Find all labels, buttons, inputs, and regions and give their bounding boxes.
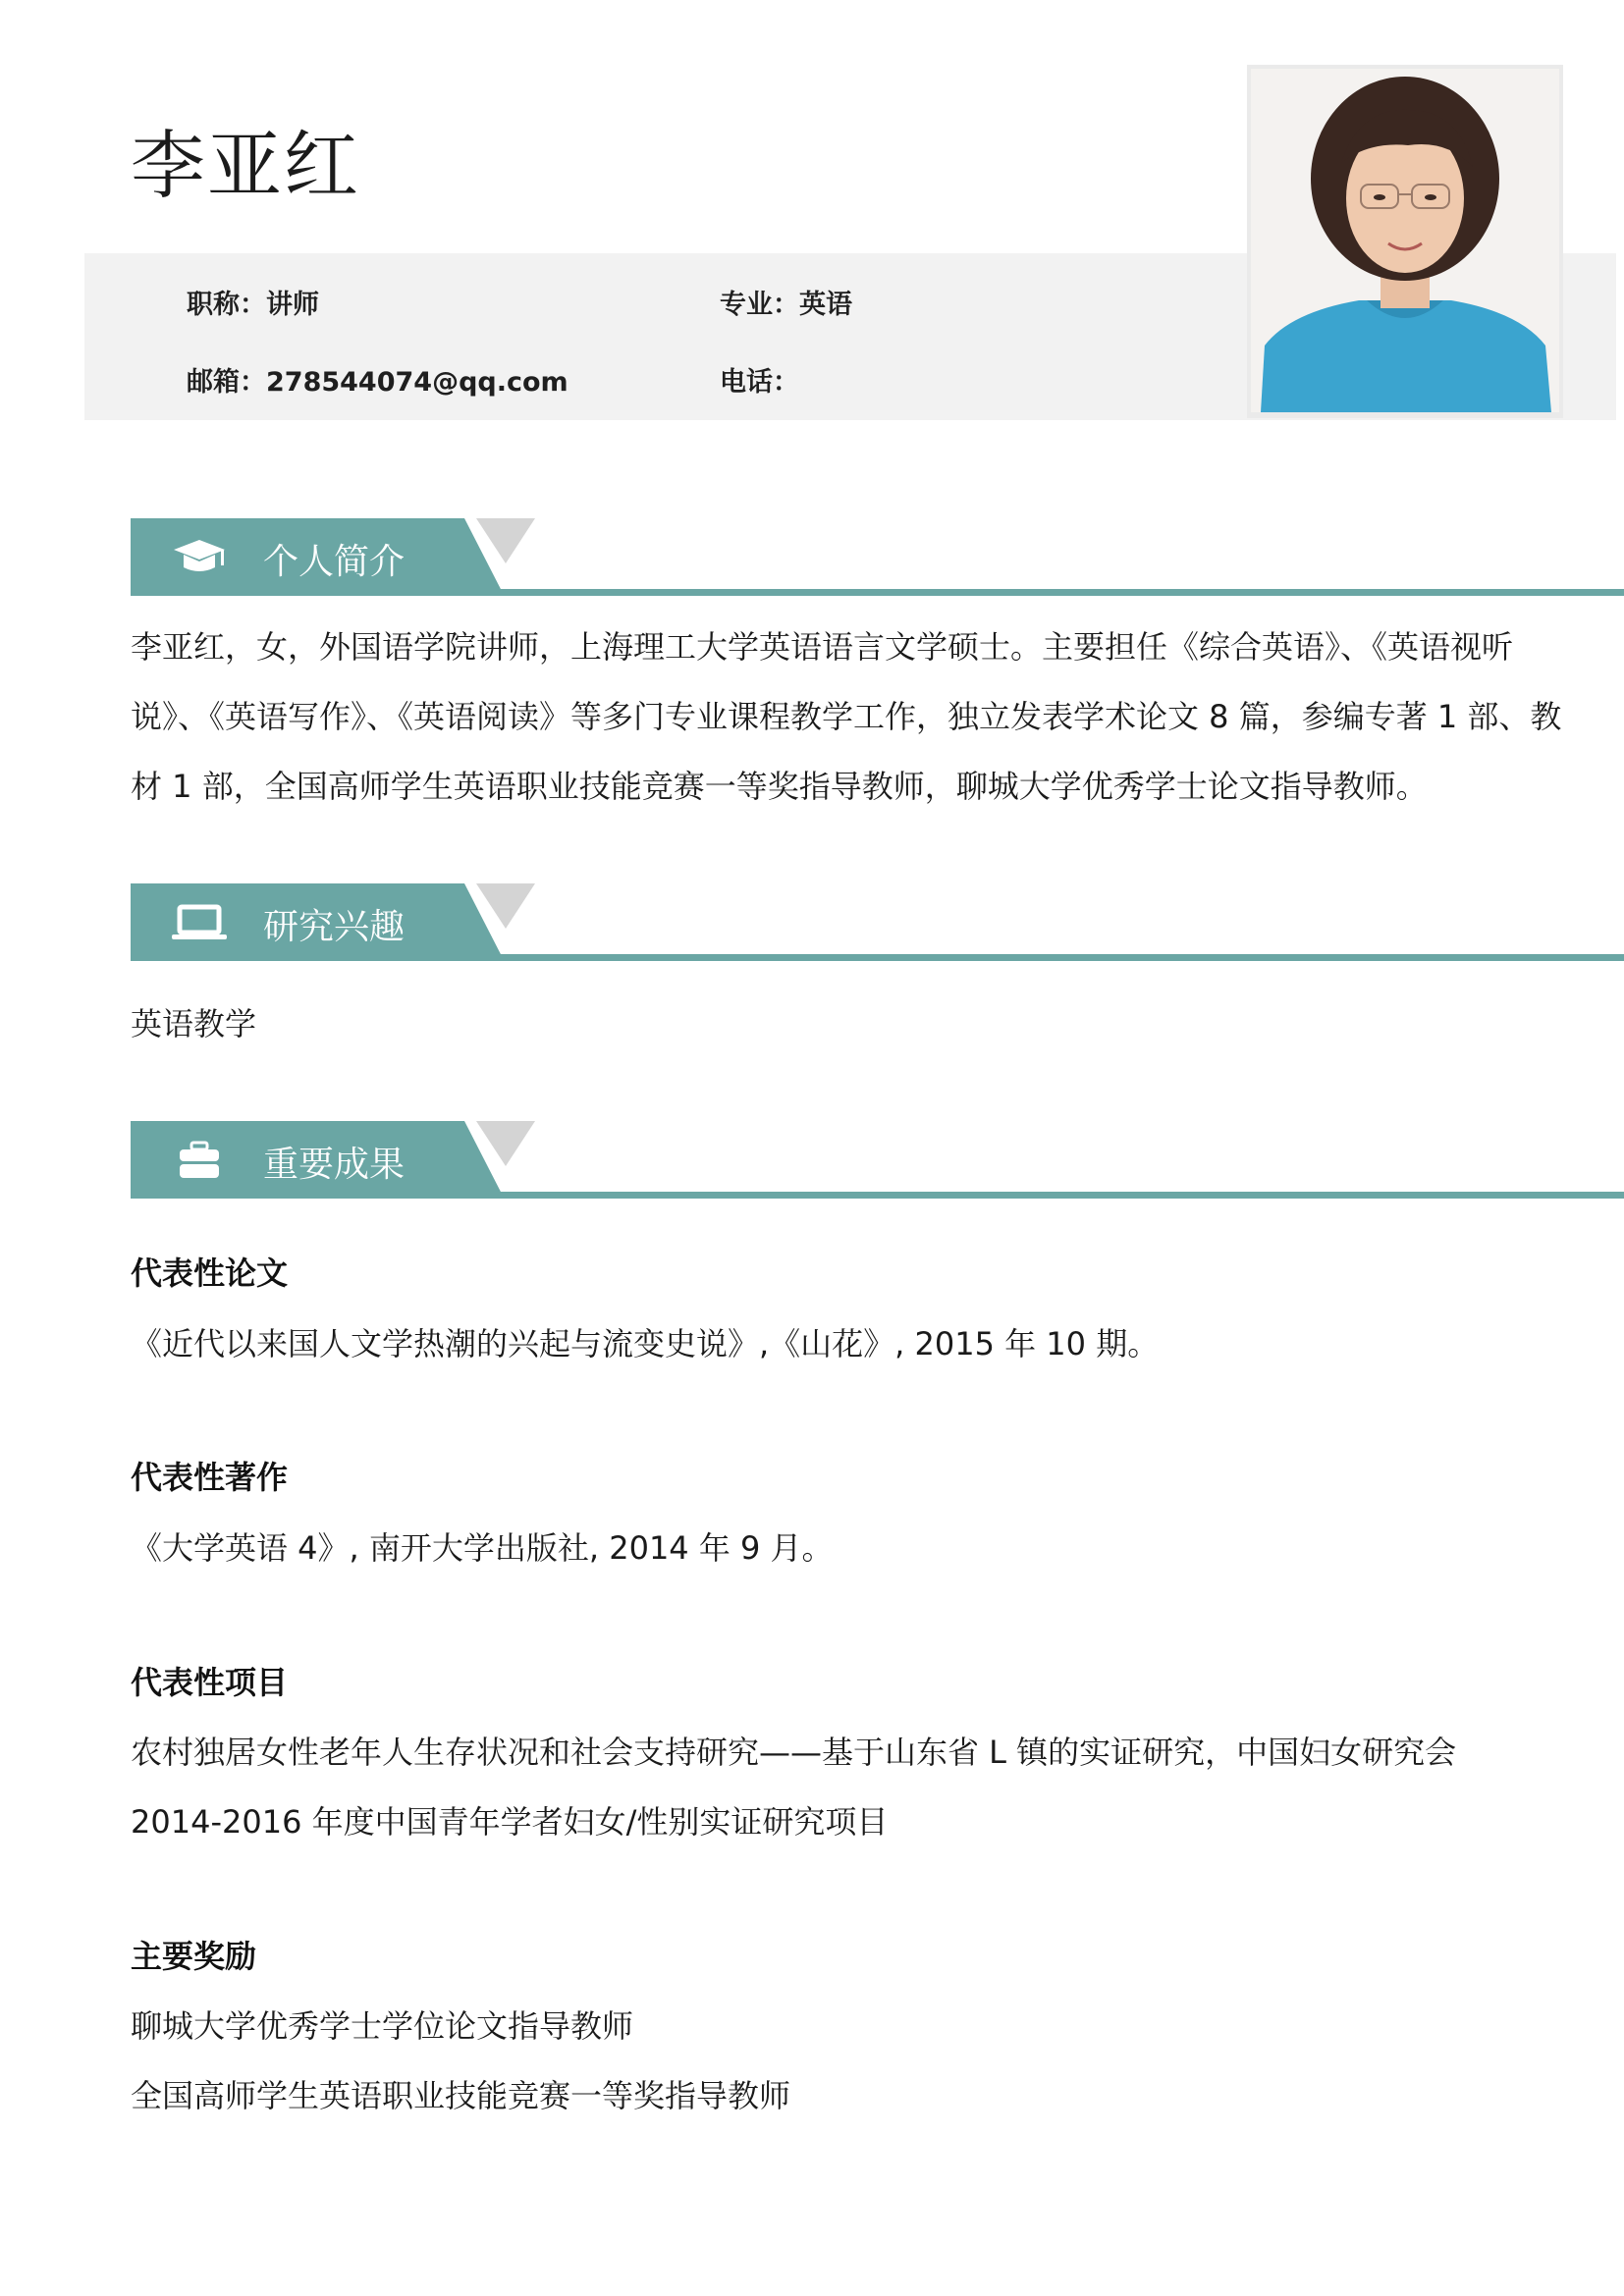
awards-heading: 主要奖励 [131,1938,257,1975]
project-entry-line1: 农村独居女性老年人生存状况和社会支持研究——基于山东省 L 镇的实证研究，中国妇女研究会 [131,1734,1457,1771]
graduation-cap-icon [168,536,231,579]
section-title-profile: 个人简介 [263,542,406,582]
section-header-profile [131,518,1624,607]
section-header-achievements [131,1121,1624,1209]
project-heading: 代表性项目 [131,1664,289,1701]
title-info: 职称：讲师 [187,290,319,320]
paper-heading: 代表性论文 [131,1255,289,1292]
email-info: 邮箱：278544074@qq.com [187,367,568,398]
phone-info: 电话： [720,367,799,398]
book-heading: 代表性著作 [131,1459,289,1496]
profile-text: 李亚红，女，外国语学院讲师，上海理工大学英语语言文学硕士。主要担任《综合英语》、《英语视听说》、《英语写作》、《英语阅读》等多门专业课程教学工作，独立发表学术论文 8 篇，参编专著 1 部、教材 1 部，全国高师学生英语职业技能竞赛一等奖指导教师，聊城大学优秀学士论文指导教师。 [131,628,1562,805]
award-item-1: 聊城大学优秀学士学位论文指导教师 [131,2007,634,2045]
award-item-2: 全国高师学生英语职业技能竞赛一等奖指导教师 [131,2077,791,2114]
laptop-icon [168,901,231,944]
section-title-achievements: 重要成果 [263,1145,406,1185]
book-entry: 《大学英语 4》, 南开大学出版社, 2014 年 9 月。 [131,1529,834,1567]
paper-entry: 《近代以来国人文学热潮的兴起与流变史说》,《山花》, 2015 年 10 期。 [131,1325,1160,1362]
project-entry-line2: 2014-2016 年度中国青年学者妇女/性别实证研究项目 [131,1803,889,1841]
name-heading: 李亚红 [131,122,360,209]
major-info: 专业：英语 [720,290,852,320]
section-title-research: 研究兴趣 [263,907,406,947]
section-header-research [131,883,1624,972]
research-text: 英语教学 [131,1005,257,1042]
briefcase-icon [168,1139,231,1182]
profile-photo [1251,69,1559,412]
